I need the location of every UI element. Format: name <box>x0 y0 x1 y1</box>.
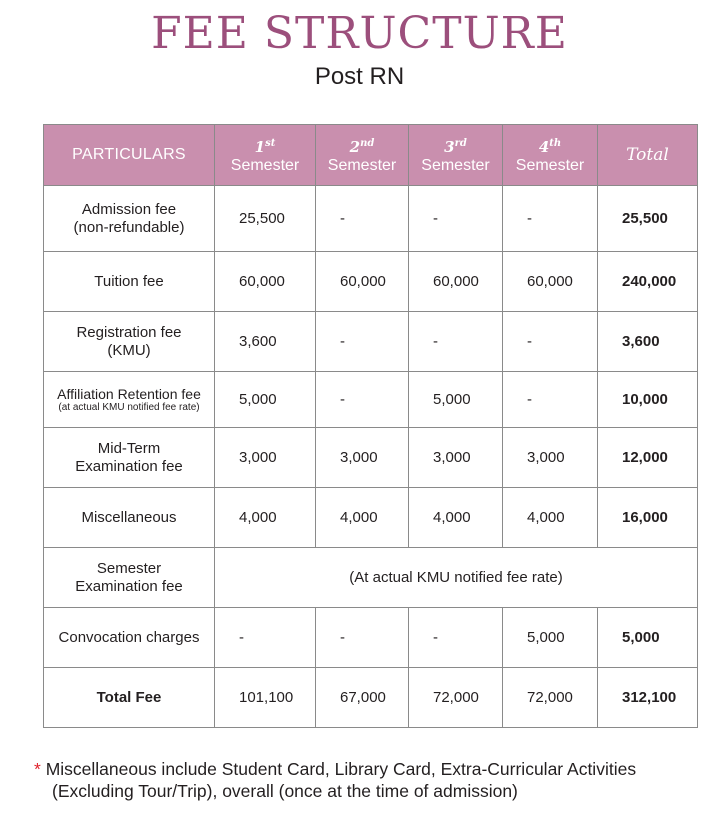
cell-total: 5,000 <box>598 608 698 668</box>
row-particular: Tuition fee <box>44 252 215 312</box>
cell-span-note: (At actual KMU notified fee rate) <box>215 548 698 608</box>
semester-2-label: Semester <box>327 156 397 174</box>
table-row-semester-examination-fee <box>44 548 698 608</box>
cell-semester-4: - <box>503 372 598 428</box>
row-particular: Registration fee (KMU) <box>44 312 215 372</box>
semester-3-ordinal: 3rd <box>444 137 467 156</box>
cell-semester-1: 3,600 <box>215 312 316 372</box>
cell-semester-4: 4,000 <box>503 488 598 548</box>
cell-total: 25,500 <box>598 186 698 252</box>
cell-total: 12,000 <box>598 428 698 488</box>
column-header-semester-1 <box>215 125 316 186</box>
page-title: FEE STRUCTURE <box>151 8 568 59</box>
semester-2-ordinal: 2nd <box>349 137 375 156</box>
cell-semester-1: 101,100 <box>215 668 316 728</box>
cell-total: 16,000 <box>598 488 698 548</box>
cell-semester-4: 72,000 <box>503 668 598 728</box>
cell-semester-3: - <box>409 608 503 668</box>
cell-semester-1: 60,000 <box>215 252 316 312</box>
cell-semester-3: 3,000 <box>409 428 503 488</box>
table-row-convocation-charges <box>44 608 698 668</box>
cell-semester-3: 5,000 <box>409 372 503 428</box>
cell-semester-3: - <box>409 186 503 252</box>
table-row-admission-fee <box>44 186 698 252</box>
cell-semester-1: 5,000 <box>215 372 316 428</box>
cell-semester-1: 3,000 <box>215 428 316 488</box>
footnote-line-1: Miscellaneous include Student Card, Library Card, Extra-Curricular Activities <box>45 759 637 779</box>
row-particular: Total Fee <box>44 668 215 728</box>
cell-semester-2: 67,000 <box>316 668 409 728</box>
semester-1-label: Semester <box>230 156 300 174</box>
table-row-affiliation-retention-fee <box>44 372 698 428</box>
cell-total: 240,000 <box>598 252 698 312</box>
table-row-tuition-fee <box>44 252 698 312</box>
column-header-semester-3 <box>409 125 503 186</box>
cell-semester-4: 60,000 <box>503 252 598 312</box>
column-header-semester-4 <box>503 125 598 186</box>
semester-4-label: Semester <box>515 156 585 174</box>
cell-semester-3: 4,000 <box>409 488 503 548</box>
cell-semester-2: - <box>316 312 409 372</box>
cell-total: 10,000 <box>598 372 698 428</box>
cell-total: 3,600 <box>598 312 698 372</box>
cell-semester-2: - <box>316 372 409 428</box>
semester-4-ordinal: 4th <box>538 137 562 156</box>
row-particular: Admission fee (non-refundable) <box>44 186 215 252</box>
cell-semester-1: 4,000 <box>215 488 316 548</box>
cell-semester-1: - <box>215 608 316 668</box>
column-header-semester-2 <box>316 125 409 186</box>
table-row-total-fee <box>44 668 698 728</box>
cell-semester-4: - <box>503 186 598 252</box>
cell-semester-4: 3,000 <box>503 428 598 488</box>
cell-semester-4: 5,000 <box>503 608 598 668</box>
cell-semester-4: - <box>503 312 598 372</box>
row-particular: Convocation charges <box>44 608 215 668</box>
table-row-registration-fee <box>44 312 698 372</box>
row-particular: Mid-Term Examination fee <box>44 428 215 488</box>
cell-semester-1: 25,500 <box>215 186 316 252</box>
semester-1-ordinal: 1st <box>254 137 276 156</box>
row-particular: Miscellaneous <box>44 488 215 548</box>
cell-semester-3: - <box>409 312 503 372</box>
cell-semester-2: 3,000 <box>316 428 409 488</box>
row-particular: Affiliation Retention fee (at actual KMU notified fee rate) <box>44 372 215 428</box>
cell-total: 312,100 <box>598 668 698 728</box>
table-header-row <box>44 125 698 186</box>
cell-semester-2: - <box>316 186 409 252</box>
fee-table <box>43 124 698 728</box>
column-header-total: Total <box>598 125 698 186</box>
cell-semester-2: - <box>316 608 409 668</box>
footnote-line-2: (Excluding Tour/Trip), overall (once at the time of admission) <box>52 781 518 801</box>
table-row-mid-term-examination-fee <box>44 428 698 488</box>
cell-semester-3: 72,000 <box>409 668 503 728</box>
semester-3-label: Semester <box>421 156 490 174</box>
row-particular: Semester Examination fee <box>44 548 215 608</box>
cell-semester-2: 4,000 <box>316 488 409 548</box>
footnote <box>34 758 636 802</box>
page-subtitle: Post RN <box>314 63 405 90</box>
column-header-particulars: PARTICULARS <box>44 125 215 186</box>
cell-semester-3: 60,000 <box>409 252 503 312</box>
table-row-miscellaneous <box>44 488 698 548</box>
asterisk-icon: * <box>34 759 41 779</box>
cell-semester-2: 60,000 <box>316 252 409 312</box>
